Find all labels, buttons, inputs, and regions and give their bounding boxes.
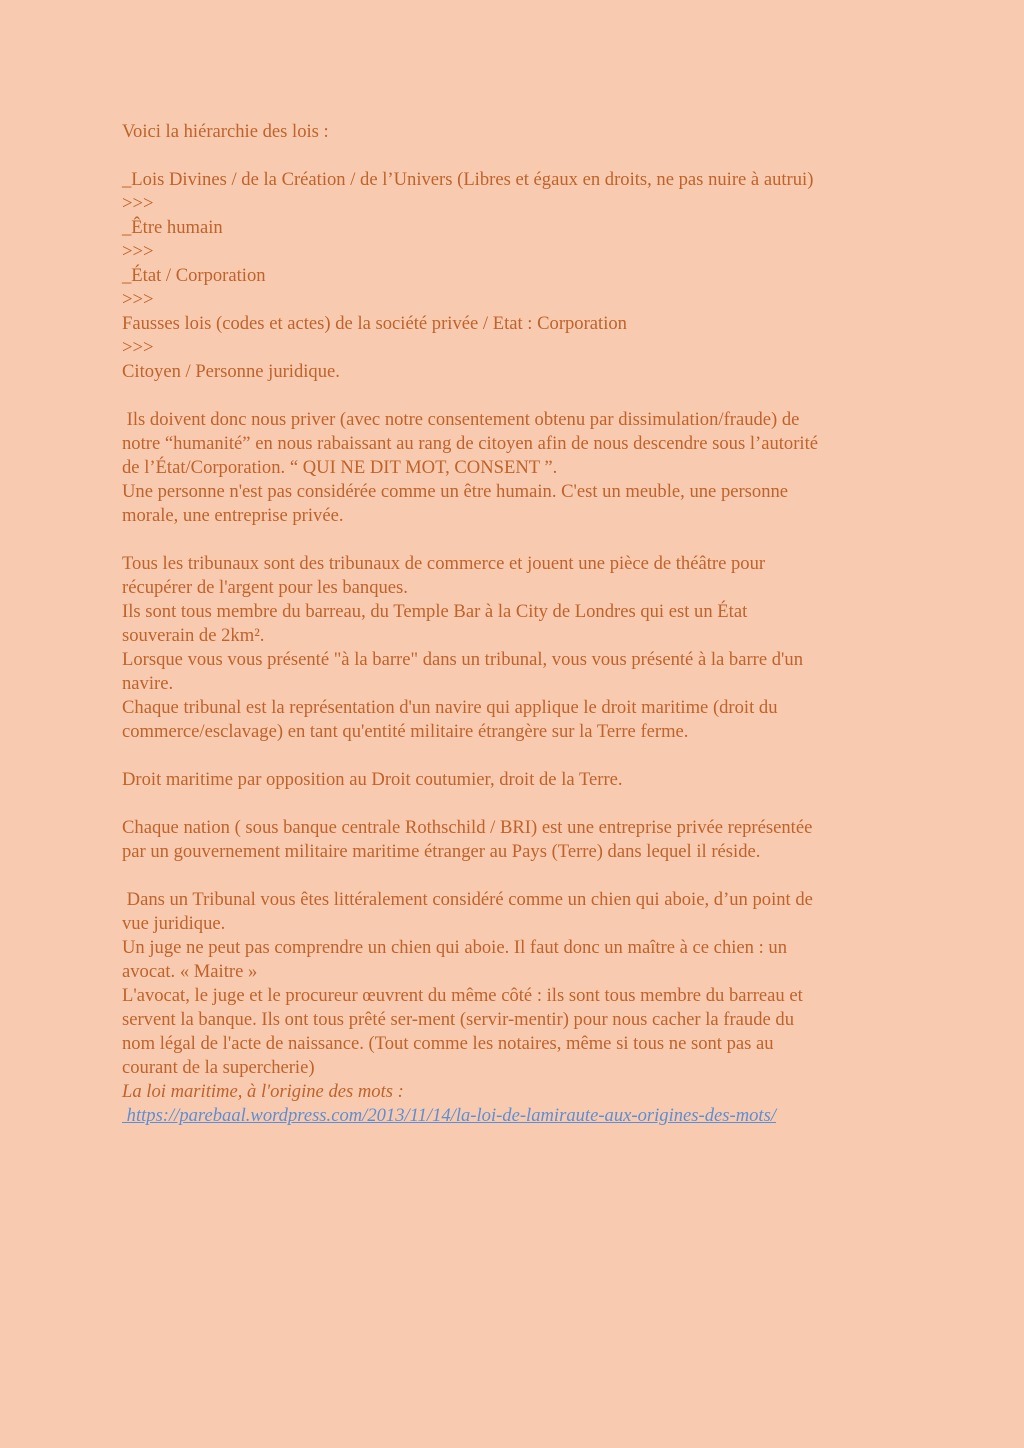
text-line: Droit maritime par opposition au Droit coutumier, droit de la Terre. (122, 769, 623, 790)
text-line: commerce/esclavage) en tant qu'entité militaire étrangère sur la Terre ferme. (122, 721, 689, 742)
text-line: navire. (122, 673, 174, 694)
text-line: L'avocat, le juge et le procureur œuvrent du même côté : ils sont tous membre du barreau et (122, 985, 803, 1006)
spacer (122, 528, 902, 552)
spacer (122, 744, 902, 768)
text-line: notre “humanité” en nous rabaissant au rang de citoyen afin de nous descendre sous l’autorité (122, 433, 818, 454)
paragraph-3 (122, 768, 902, 792)
paragraph-1 (122, 408, 902, 528)
text-line: Dans un Tribunal vous êtes littéralement considéré comme un chien qui aboie, d’un point de (122, 889, 813, 910)
text-line: de l’État/Corporation. “ QUI NE DIT MOT, CONSENT ”. (122, 457, 558, 478)
text-line: nom légal de l'acte de naissance. (Tout comme les notaires, même si tous ne sont pas au (122, 1033, 774, 1054)
paragraph-4 (122, 816, 902, 864)
text-line: Chaque nation ( sous banque centrale Rothschild / BRI) est une entreprise privée représentée (122, 817, 813, 838)
source-link[interactable]: https://parebaal.wordpress.com/2013/11/14/la-loi-de-lamiraute-aux-origines-des-mots/ (122, 1105, 776, 1126)
text-line: morale, une entreprise privée. (122, 505, 344, 526)
spacer (122, 864, 902, 888)
hierarchy-arrow: >>> (122, 193, 154, 214)
text-line: souverain de 2km². (122, 625, 265, 646)
text-line: Tous les tribunaux sont des tribunaux de commerce et jouent une pièce de théâtre pour (122, 553, 766, 574)
hierarchy-arrow: >>> (122, 337, 154, 358)
hierarchy-item: _État / Corporation (122, 265, 266, 286)
text-line: Lorsque vous vous présenté "à la barre" dans un tribunal, vous vous présenté à la barre d'un (122, 649, 803, 670)
text-line: avocat. « Maitre » (122, 961, 258, 982)
text-line: par un gouvernement militaire maritime étranger au Pays (Terre) dans lequel il réside. (122, 841, 761, 862)
paragraph-2 (122, 552, 902, 744)
spacer (122, 384, 902, 408)
spacer (122, 144, 902, 168)
text-line: Chaque tribunal est la représentation d'un navire qui applique le droit maritime (droit du (122, 697, 778, 718)
text-line: courant de la supercherie) (122, 1057, 315, 1078)
text-line: récupérer de l'argent pour les banques. (122, 577, 408, 598)
hierarchy-item: Citoyen / Personne juridique. (122, 361, 340, 382)
hierarchy-arrow: >>> (122, 289, 154, 310)
text-line: Un juge ne peut pas comprendre un chien qui aboie. Il faut donc un maître à ce chien : un (122, 937, 788, 958)
text-line: Ils sont tous membre du barreau, du Temple Bar à la City de Londres qui est un État (122, 601, 748, 622)
text-line: Ils doivent donc nous priver (avec notre consentement obtenu par dissimulation/fraude) de (122, 409, 800, 430)
source-label: La loi maritime, à l'origine des mots : (122, 1081, 404, 1102)
text-line: vue juridique. (122, 913, 226, 934)
hierarchy-item: _Être humain (122, 217, 223, 238)
document-body (122, 120, 902, 1128)
text-line: Une personne n'est pas considérée comme un être humain. C'est un meuble, une personne (122, 481, 789, 502)
hierarchy-list (122, 168, 902, 384)
paragraph-5 (122, 888, 902, 1080)
spacer (122, 792, 902, 816)
hierarchy-arrow: >>> (122, 241, 154, 262)
hierarchy-item: Fausses lois (codes et actes) de la société privée / Etat : Corporation (122, 313, 627, 334)
text-line: servent la banque. Ils ont tous prêté ser-ment (servir-mentir) pour nous cacher la fraude du (122, 1009, 794, 1030)
intro-line: Voici la hiérarchie des lois : (122, 121, 329, 142)
hierarchy-item: _Lois Divines / de la Création / de l’Univers (Libres et égaux en droits, ne pas nuire à autrui) (122, 169, 814, 190)
